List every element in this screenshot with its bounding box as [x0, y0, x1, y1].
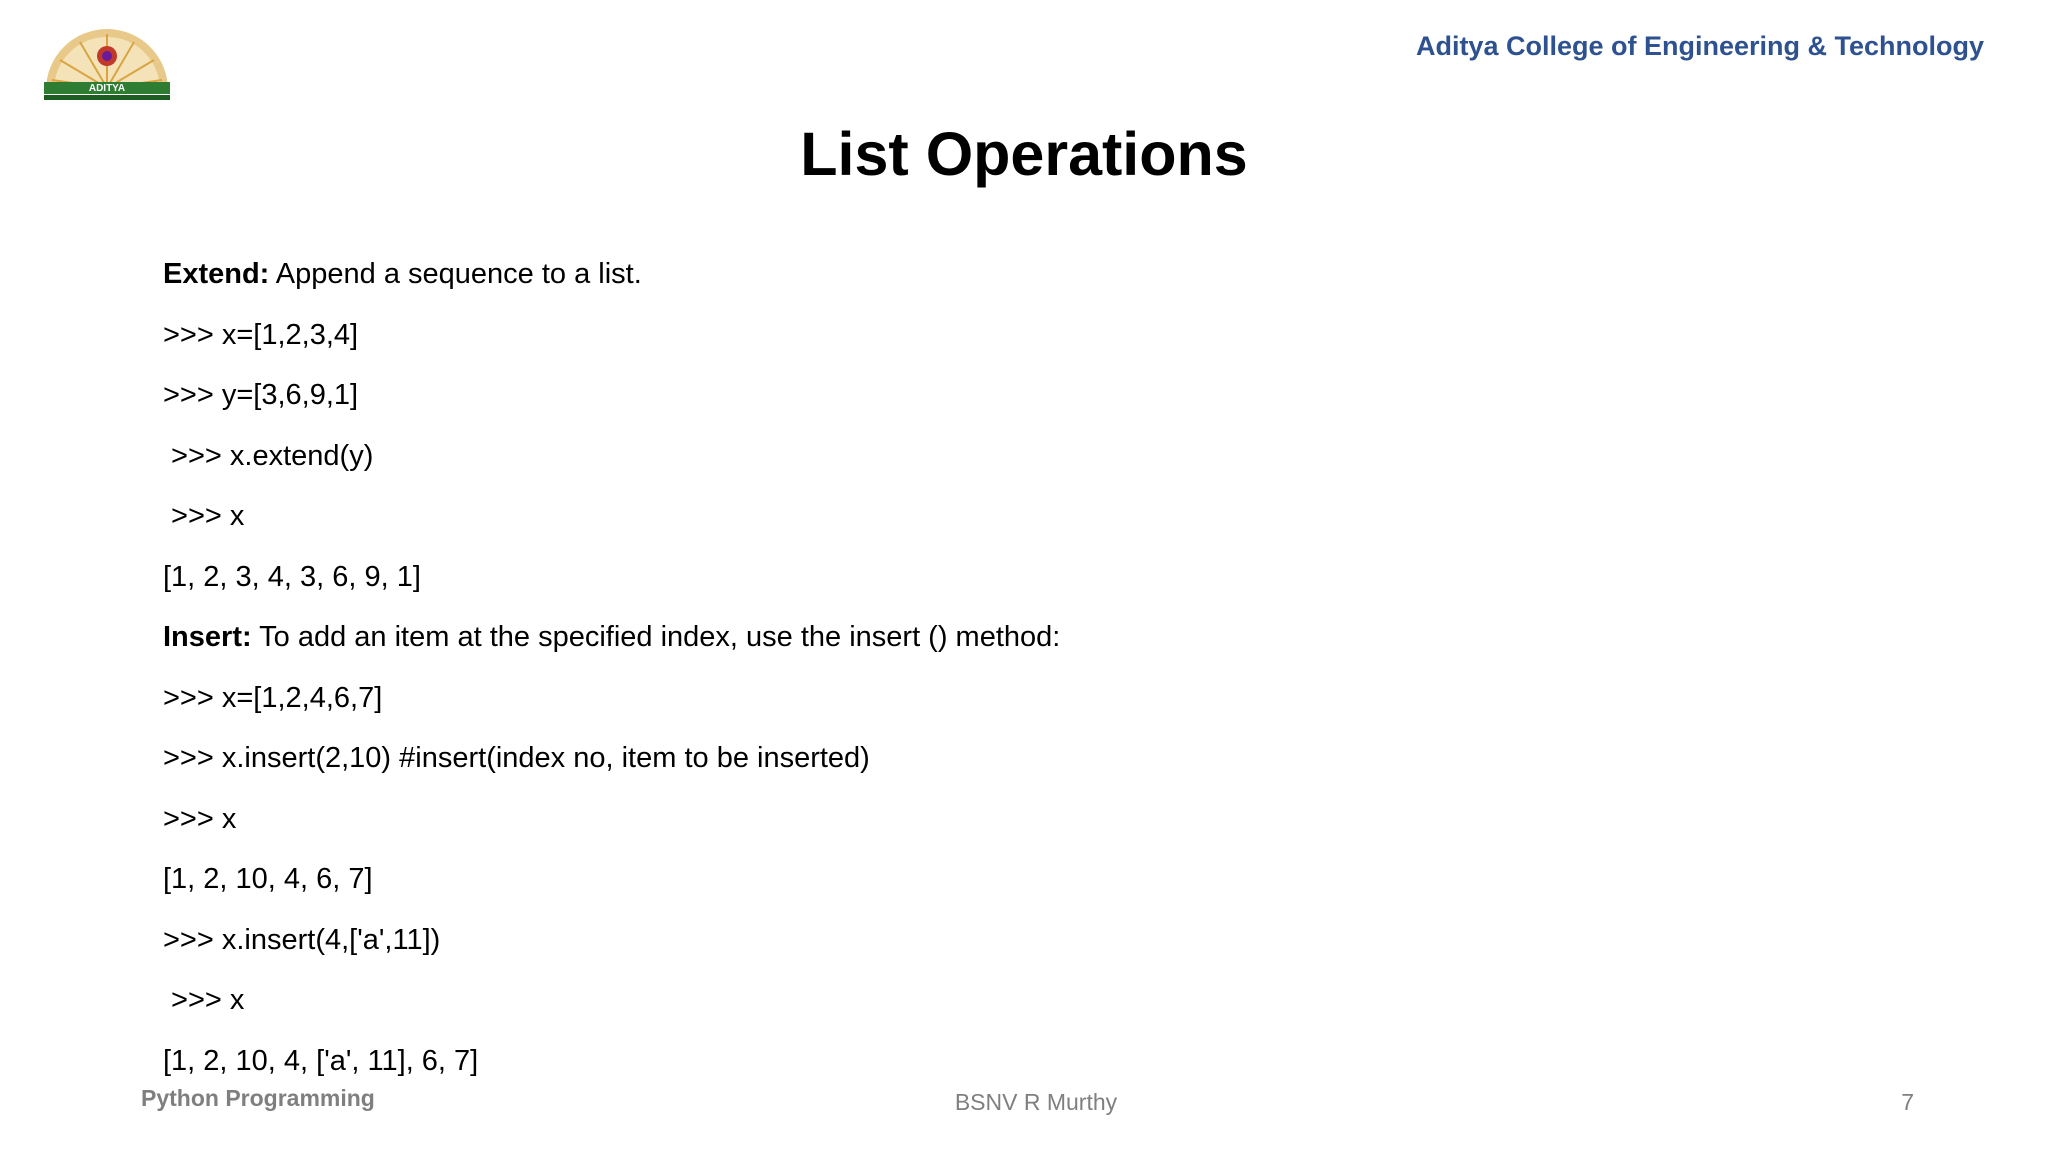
slide-title: List Operations	[800, 120, 1248, 188]
insert-heading-line	[163, 614, 1863, 675]
aditya-logo-icon	[40, 20, 174, 104]
code-line: >>> y=[3,6,9,1]	[163, 379, 359, 411]
insert-label: Insert:	[163, 621, 252, 653]
page-number: 7	[1901, 1089, 1914, 1115]
code-line: >>> x=[1,2,3,4]	[163, 318, 359, 351]
logo-text: ADITYA	[88, 83, 126, 94]
code-line: >>> x	[163, 802, 237, 835]
insert-description: To add an item at the specified index, use the insert () method:	[251, 621, 1061, 653]
extend-heading-line	[163, 251, 1863, 312]
code-line: >>> x=[1,2,4,6,7]	[163, 681, 383, 714]
slide-body	[163, 251, 1863, 1098]
extend-label: Extend:	[163, 258, 270, 290]
code-line: >>> x	[163, 500, 245, 532]
college-logo	[40, 20, 174, 104]
code-line: >>> x.extend(y)	[163, 439, 374, 472]
code-line: >>> x.insert(4,['a',11])	[163, 923, 441, 956]
output-line: [1, 2, 3, 4, 3, 6, 9, 1]	[163, 560, 421, 593]
code-line: >>> x.insert(2,10) #insert(index no, item to be inserted)	[163, 742, 870, 774]
extend-description: Append a sequence to a list.	[269, 258, 642, 290]
footer-author: BSNV R Murthy	[954, 1089, 1118, 1115]
code-line: >>> x	[163, 984, 245, 1016]
output-line: [1, 2, 10, 4, ['a', 11], 6, 7]	[163, 1044, 479, 1077]
footer-course: Python Programming	[141, 1085, 375, 1111]
college-name: Aditya College of Engineering & Technology	[1415, 31, 1984, 61]
output-line: [1, 2, 10, 4, 6, 7]	[163, 863, 373, 895]
